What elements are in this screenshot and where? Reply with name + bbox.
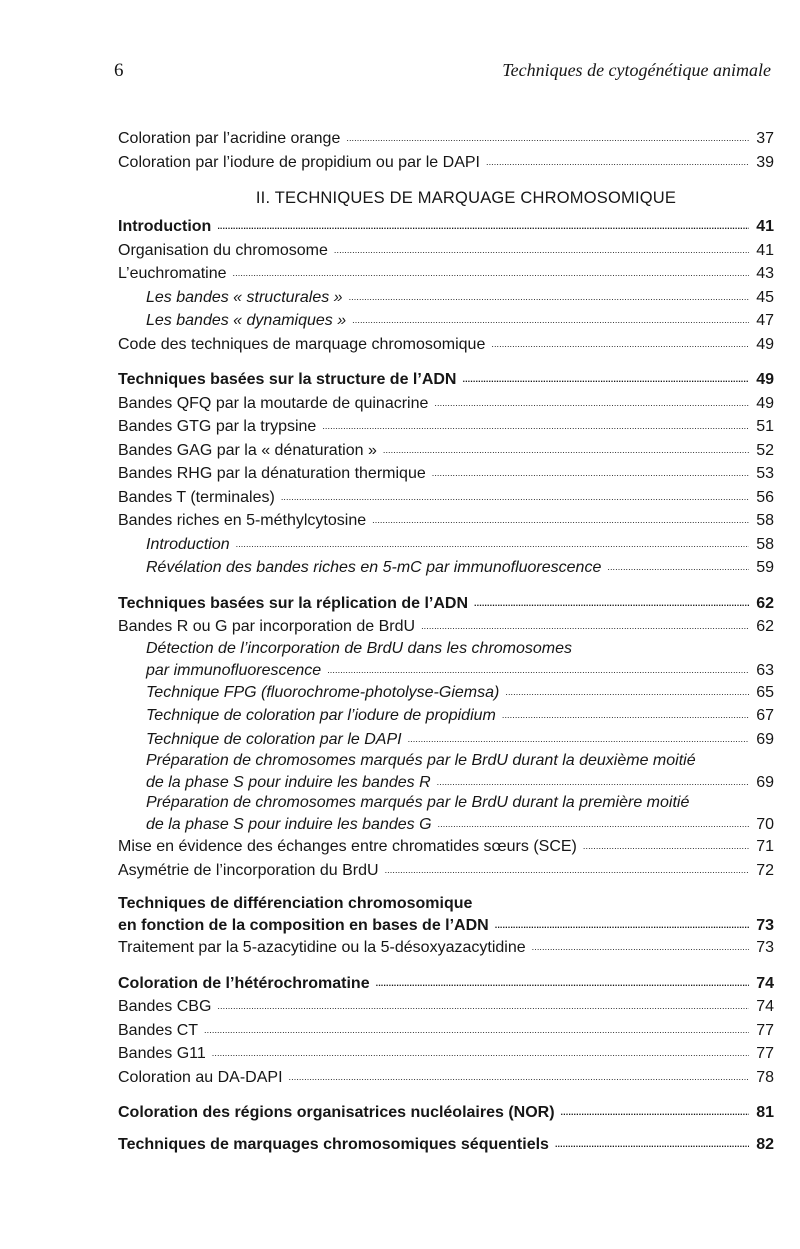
dot-leader — [491, 333, 749, 357]
dot-leader — [532, 936, 749, 960]
toc-page: 74 — [756, 974, 774, 992]
toc-subentry — [118, 533, 774, 557]
dot-leader — [217, 215, 749, 239]
toc-label: Bandes R ou G par incorporation de BrdU — [118, 618, 416, 635]
toc-label: Coloration au DA-DAPI — [118, 1068, 283, 1086]
toc-entry-propidium-dapi — [118, 151, 774, 175]
toc-entry — [118, 239, 774, 263]
dot-leader — [438, 813, 749, 835]
dot-leader — [561, 1101, 749, 1125]
toc-page: 67 — [756, 707, 774, 724]
toc-label: Bandes CBG — [118, 998, 212, 1015]
toc-label: Bandes riches en 5-méthylcytosine — [118, 512, 367, 529]
dot-leader — [289, 1066, 749, 1090]
dot-leader — [204, 1019, 749, 1043]
toc-label: Traitement par la 5-azacytidine ou la 5-désoxyazacytidine — [118, 939, 526, 956]
toc-label: Coloration par l’iodure de propidium ou par le DAPI — [118, 153, 480, 171]
toc-label: Révélation des bandes riches en 5-mC par immunofluorescence — [146, 559, 602, 576]
toc-entry — [118, 262, 774, 286]
toc-label: Bandes RHG par la dénaturation thermique — [118, 465, 426, 482]
dot-leader — [217, 995, 749, 1019]
dot-leader — [322, 415, 749, 439]
toc-page: 71 — [756, 838, 774, 855]
toc-entry — [118, 333, 774, 357]
toc-page: 39 — [756, 153, 774, 171]
toc-label: Code des techniques de marquage chromosomique — [118, 335, 486, 353]
toc-label-line1: Préparation de chromosomes marqués par le BrdU durant la deuxième moitié — [146, 752, 696, 769]
dot-leader — [236, 533, 749, 557]
toc-label: Les bandes « structurales » — [146, 288, 343, 306]
toc-page: 56 — [756, 488, 774, 506]
toc-label: Introduction — [118, 218, 212, 235]
dot-leader — [505, 681, 749, 705]
toc-label: Coloration par l’acridine orange — [118, 130, 341, 147]
table-of-contents — [118, 127, 774, 1156]
toc-subentry-line2 — [146, 659, 774, 681]
toc-page: 82 — [756, 1135, 774, 1153]
toc-label: Techniques basées sur la structure de l’ADN — [118, 371, 457, 388]
toc-subentry — [118, 286, 774, 310]
dot-leader — [376, 972, 749, 996]
dot-leader — [583, 835, 749, 859]
dot-leader — [437, 771, 749, 793]
dot-leader — [349, 286, 749, 310]
toc-label: Technique de coloration par l’iodure de propidium — [146, 707, 496, 724]
toc-heading-line2 — [118, 914, 774, 936]
toc-page: 65 — [756, 683, 774, 701]
toc-page: 70 — [756, 816, 774, 833]
toc-page: 77 — [756, 1021, 774, 1039]
section-heading: II. TECHNIQUES DE MARQUAGE CHROMOSOMIQUE — [255, 189, 677, 207]
toc-subentry-multiline — [118, 751, 774, 793]
toc-page: 51 — [756, 418, 774, 435]
toc-subentry — [118, 704, 774, 728]
toc-heading-differenciation — [118, 894, 774, 936]
toc-label: Bandes T (terminales) — [118, 488, 275, 506]
toc-subentry-multiline — [118, 639, 774, 681]
toc-page: 81 — [756, 1104, 774, 1121]
toc-label: Organisation du chromosome — [118, 241, 328, 259]
toc-label: Introduction — [146, 535, 230, 553]
dot-leader — [432, 462, 749, 486]
dot-leader — [555, 1133, 749, 1157]
toc-entry — [118, 462, 774, 486]
toc-page: 73 — [756, 939, 774, 956]
page-number: 6 — [114, 60, 124, 81]
toc-page: 73 — [756, 917, 774, 934]
toc-entry — [118, 1042, 774, 1066]
toc-label: de la phase S pour induire les bandes G — [146, 816, 432, 833]
dot-leader — [385, 859, 749, 883]
dot-leader — [434, 392, 749, 416]
toc-page: 72 — [756, 861, 774, 879]
toc-heading-heterochromatine — [118, 972, 774, 996]
running-title: Techniques de cytogénétique animale — [502, 60, 771, 80]
dot-leader — [346, 127, 749, 151]
toc-label: Les bandes « dynamiques » — [146, 312, 347, 329]
toc-entry — [118, 1019, 774, 1043]
toc-entry — [118, 615, 774, 639]
toc-heading-structure — [118, 368, 774, 392]
dot-leader — [233, 262, 749, 286]
toc-page: 58 — [756, 535, 774, 553]
toc-entry — [118, 1066, 774, 1090]
toc-page: 41 — [756, 218, 774, 235]
toc-label: Techniques de marquages chromosomiques séquentiels — [118, 1135, 549, 1153]
toc-heading-introduction — [118, 215, 774, 239]
toc-page: 63 — [756, 661, 774, 679]
toc-subentry — [118, 556, 774, 580]
toc-entry — [118, 392, 774, 416]
toc-page: 62 — [756, 594, 774, 612]
toc-page: 62 — [756, 618, 774, 635]
toc-page: 59 — [756, 559, 774, 576]
toc-entry — [118, 859, 774, 883]
dot-leader — [327, 659, 749, 681]
toc-subentry — [118, 681, 774, 705]
toc-label: par immunofluorescence — [146, 661, 322, 679]
toc-entry-acridine — [118, 127, 774, 151]
toc-entry — [118, 439, 774, 463]
toc-entry — [118, 509, 774, 533]
dot-leader — [383, 439, 749, 463]
toc-page: 49 — [756, 394, 774, 412]
toc-label-line1: Techniques de différenciation chromosomique — [118, 895, 473, 912]
toc-page: 78 — [756, 1068, 774, 1086]
toc-page: 47 — [756, 312, 774, 329]
toc-page: 49 — [756, 335, 774, 353]
toc-label-line1: Détection de l’incorporation de BrdU dans les chromosomes — [146, 639, 572, 657]
toc-label: Asymétrie de l’incorporation du BrdU — [118, 861, 379, 879]
toc-label: Coloration des régions organisatrices nucléolaires (NOR) — [118, 1104, 555, 1121]
toc-entry — [118, 936, 774, 960]
dot-leader — [408, 728, 749, 752]
toc-heading-sequentiels — [118, 1133, 774, 1157]
dot-leader — [502, 704, 749, 728]
toc-page: 41 — [756, 241, 774, 259]
toc-page: 45 — [756, 288, 774, 306]
toc-label: Bandes GTG par la trypsine — [118, 418, 317, 435]
toc-label: Bandes QFQ par la moutarde de quinacrine — [118, 394, 429, 412]
dot-leader — [352, 309, 749, 333]
toc-label: Bandes CT — [118, 1021, 199, 1039]
toc-page: 52 — [756, 441, 774, 459]
toc-entry — [118, 486, 774, 510]
dot-leader — [462, 368, 749, 392]
toc-label: Mise en évidence des échanges entre chromatides sœurs (SCE) — [118, 838, 577, 855]
toc-label: L’euchromatine — [118, 265, 227, 282]
dot-leader — [421, 615, 749, 639]
toc-page: 37 — [756, 130, 774, 147]
dot-leader — [607, 556, 749, 580]
toc-page: 69 — [756, 774, 774, 791]
dot-leader — [474, 592, 749, 616]
toc-page: 77 — [756, 1045, 774, 1062]
toc-label: Coloration de l’hétérochromatine — [118, 974, 370, 992]
toc-page: 69 — [756, 730, 774, 748]
toc-subentry-line2 — [146, 771, 774, 793]
toc-subentry-line2 — [146, 813, 774, 835]
toc-label-line1: Préparation de chromosomes marqués par le BrdU durant la première moitié — [146, 794, 690, 811]
toc-page: 53 — [756, 465, 774, 482]
toc-page: 49 — [756, 371, 774, 388]
toc-heading-replication — [118, 592, 774, 616]
dot-leader — [334, 239, 749, 263]
toc-subentry — [118, 309, 774, 333]
toc-page: 43 — [756, 265, 774, 282]
toc-label: Bandes GAG par la « dénaturation » — [118, 441, 377, 459]
dot-leader — [212, 1042, 749, 1066]
toc-label: Techniques basées sur la réplication de l’ADN — [118, 594, 469, 612]
toc-entry — [118, 415, 774, 439]
toc-label: Technique de coloration par le DAPI — [146, 730, 402, 748]
toc-heading-nor — [118, 1101, 774, 1125]
toc-entry — [118, 995, 774, 1019]
dot-leader — [281, 486, 749, 510]
dot-leader — [372, 509, 749, 533]
toc-subentry-multiline — [118, 793, 774, 835]
toc-subentry — [118, 728, 774, 752]
toc-label: en fonction de la composition en bases de l’ADN — [118, 917, 489, 934]
toc-label: Technique FPG (fluorochrome-photolyse-Giemsa) — [146, 683, 500, 701]
toc-page: 58 — [756, 512, 774, 529]
dot-leader — [486, 151, 749, 175]
toc-label: Bandes G11 — [118, 1045, 206, 1062]
toc-entry — [118, 835, 774, 859]
toc-label: de la phase S pour induire les bandes R — [146, 774, 431, 791]
toc-page: 74 — [756, 998, 774, 1015]
dot-leader — [495, 914, 749, 936]
